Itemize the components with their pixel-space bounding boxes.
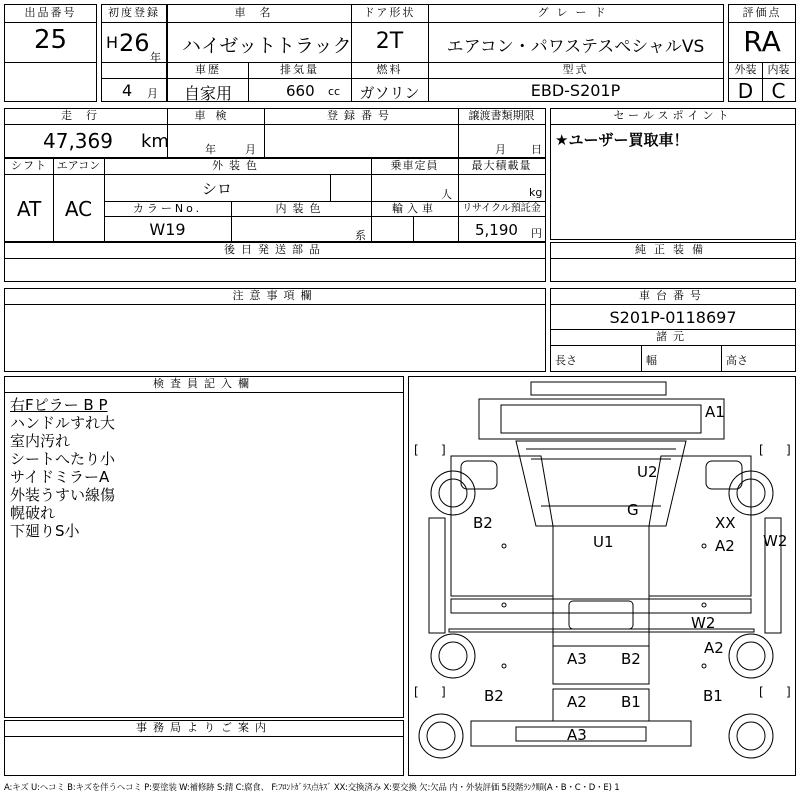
damage-mark-b1-right-rear: B1 bbox=[703, 687, 723, 705]
sales-point-text: ★ユーザー買取車！ bbox=[555, 131, 689, 149]
mileage-value: 47,369 bbox=[43, 129, 113, 153]
inspector-note-item: 下廻りS小 bbox=[10, 522, 80, 540]
inspector-notes-label: 検査員記入欄 bbox=[153, 377, 255, 390]
recycle-fee-label: リサイクル預託金 bbox=[462, 203, 541, 214]
color-number-label: カラーNo. bbox=[132, 202, 203, 215]
inspector-note-item: サイドミラーA bbox=[10, 468, 110, 486]
damage-mark-b2-left-rear: B2 bbox=[484, 687, 504, 705]
length-label: 長さ bbox=[555, 354, 577, 367]
notes-box bbox=[4, 288, 546, 372]
aircon-label: エアコン bbox=[56, 159, 101, 172]
inspector-note-item: 外装うすい線傷 bbox=[10, 486, 116, 504]
later-parts-label: 後日発送部品 bbox=[224, 243, 326, 256]
chassis-box bbox=[550, 288, 796, 372]
damage-mark-g: G bbox=[627, 501, 639, 519]
damage-mark-a1: A1 bbox=[705, 403, 725, 421]
height-label: 高さ bbox=[726, 354, 748, 367]
spec-row-box bbox=[4, 158, 546, 242]
month-unit: 月 bbox=[147, 87, 158, 100]
year-value: 26 bbox=[119, 29, 150, 57]
transfer-day-unit: 日 bbox=[531, 143, 542, 156]
damage-diagram-box bbox=[408, 376, 796, 776]
inspector-note-item: 幌破れ bbox=[10, 504, 56, 522]
interior-color-label: 内装色 bbox=[275, 202, 327, 215]
exterior-color-value: シロ bbox=[201, 180, 232, 198]
damage-mark-a2-tail: A2 bbox=[567, 693, 587, 711]
exterior-score: D bbox=[737, 79, 754, 103]
shift-value: AT bbox=[16, 197, 42, 221]
bracket-mark: ] bbox=[786, 443, 791, 457]
year-unit: 年 bbox=[150, 51, 161, 64]
model-label: 型式 bbox=[562, 63, 589, 76]
lot-number-box bbox=[4, 4, 97, 102]
displacement-unit: cc bbox=[328, 85, 341, 98]
bracket-mark: [ bbox=[759, 685, 764, 699]
grade-value: エアコン・パワステスペシャルVS bbox=[446, 37, 705, 57]
genuine-equipment-label: 純正装備 bbox=[635, 243, 711, 256]
mileage-row-box bbox=[4, 108, 546, 158]
damage-mark-u1: U1 bbox=[593, 533, 614, 551]
interior-score: C bbox=[771, 79, 786, 103]
inspector-note-item: 右Fピラー B P bbox=[10, 396, 108, 414]
spec-label: 諸元 bbox=[656, 330, 690, 343]
recycle-fee-unit: 円 bbox=[531, 227, 542, 240]
capacity-unit: 人 bbox=[441, 188, 452, 201]
door-value: 2T bbox=[375, 29, 404, 54]
exterior-label: 外装 bbox=[734, 63, 757, 76]
import-label: 輸入車 bbox=[392, 202, 437, 215]
capacity-label: 乗車定員 bbox=[390, 159, 439, 172]
history-label: 車歴 bbox=[195, 63, 221, 76]
bracket-mark: ] bbox=[441, 685, 446, 699]
fuel-label: 燃料 bbox=[376, 63, 403, 76]
damage-mark-w2-right-sill: W2 bbox=[763, 532, 788, 550]
damage-mark-a2-right-door: A2 bbox=[715, 537, 735, 555]
vehicle-info-box bbox=[167, 4, 724, 102]
truck-diagram bbox=[409, 377, 795, 775]
chassis-number-label: 車台番号 bbox=[639, 289, 707, 302]
legend-footer: A:キズ U:ヘコミ B:キズを伴うヘコミ P:要塗装 W:補修跡 S:錆 C:腐食、 F:ﾌﾛﾝﾄｶﾞﾗｽ点ｷｽﾞ XX:交換済み X:要交換 欠:欠品 内・外装評価 5段階ﾗﾝｸ順(A・B・C・D・E) 1 bbox=[4, 783, 620, 793]
max-load-unit: kg bbox=[529, 186, 543, 199]
month-value: 4 bbox=[122, 81, 133, 100]
damage-mark-b2-bed: B2 bbox=[621, 650, 641, 668]
max-load-label: 最大積載量 bbox=[471, 159, 532, 172]
damage-mark-w2-floor: W2 bbox=[691, 614, 716, 632]
era-value: H bbox=[106, 33, 119, 52]
bracket-mark: ] bbox=[441, 443, 446, 457]
width-label: 幅 bbox=[646, 354, 657, 367]
damage-mark-b2-left-front: B2 bbox=[473, 514, 493, 532]
exterior-color-label: 外装色 bbox=[212, 159, 263, 172]
aircon-value: AC bbox=[64, 197, 93, 221]
model-value: EBD-S201P bbox=[530, 81, 621, 100]
damage-mark-a2-right-rear: A2 bbox=[704, 639, 724, 657]
first-registration-label: 初度登録 bbox=[108, 6, 160, 19]
interior-label: 内装 bbox=[767, 63, 790, 76]
fuel-value: ガソリン bbox=[359, 84, 420, 102]
damage-mark-a3-bed: A3 bbox=[567, 650, 587, 668]
damage-mark-xx: XX bbox=[715, 514, 736, 532]
car-name-value: ハイゼットトラック bbox=[182, 35, 352, 57]
inspector-notes-box bbox=[4, 376, 404, 718]
later-parts-box bbox=[4, 242, 546, 282]
transfer-deadline-label: 譲渡書類期限 bbox=[468, 109, 535, 122]
lot-number-label: 出品番号 bbox=[24, 6, 77, 19]
grade-label: グレード bbox=[537, 6, 614, 19]
color-number-value: W19 bbox=[149, 220, 186, 239]
registration-number-label: 登録番号 bbox=[327, 109, 395, 122]
history-value: 自家用 bbox=[183, 84, 232, 103]
bracket-mark: ] bbox=[786, 685, 791, 699]
shift-label: シフト bbox=[11, 159, 47, 172]
damage-mark-a3-gate: A3 bbox=[567, 726, 587, 744]
inspector-note-item: シートへたり小 bbox=[10, 450, 116, 468]
inspector-note-item: ハンドルすれ大 bbox=[10, 414, 116, 432]
bracket-mark: [ bbox=[414, 685, 419, 699]
sales-point-box bbox=[550, 108, 796, 240]
lot-number-value: 25 bbox=[33, 25, 68, 55]
displacement-value: 660 bbox=[286, 82, 315, 100]
door-label: ドア形状 bbox=[363, 6, 416, 19]
notes-label: 注意事項欄 bbox=[232, 289, 318, 302]
car-name-label: 車名 bbox=[234, 6, 285, 19]
first-registration-box bbox=[101, 4, 167, 102]
inspection-label: 車検 bbox=[194, 109, 237, 122]
transfer-month-unit: 月 bbox=[495, 143, 506, 156]
chassis-number-value: S201P-0118697 bbox=[609, 308, 737, 327]
interior-color-unit: 系 bbox=[355, 229, 366, 242]
score-label: 評価点 bbox=[742, 6, 782, 19]
genuine-equipment-box bbox=[550, 242, 796, 282]
mileage-label: 走行 bbox=[61, 109, 111, 122]
sales-point-label: セールスポイント bbox=[613, 109, 733, 122]
office-notice-label: 事務局よりご案内 bbox=[136, 721, 272, 734]
displacement-label: 排気量 bbox=[280, 63, 319, 76]
score-box bbox=[728, 4, 796, 102]
bracket-mark: [ bbox=[414, 443, 419, 457]
inspector-notes-list bbox=[10, 396, 115, 540]
inspection-month-unit: 月 bbox=[245, 143, 256, 156]
bracket-mark: [ bbox=[759, 443, 764, 457]
mileage-unit: km bbox=[141, 131, 169, 152]
score-value: RA bbox=[743, 25, 781, 58]
inspector-note-item: 室内汚れ bbox=[10, 432, 71, 450]
damage-mark-u2: U2 bbox=[637, 463, 658, 481]
damage-mark-b1-tail: B1 bbox=[621, 693, 641, 711]
inspection-year-unit: 年 bbox=[205, 143, 216, 156]
recycle-fee-value: 5,190 bbox=[475, 221, 518, 239]
office-notice-box bbox=[4, 720, 404, 776]
